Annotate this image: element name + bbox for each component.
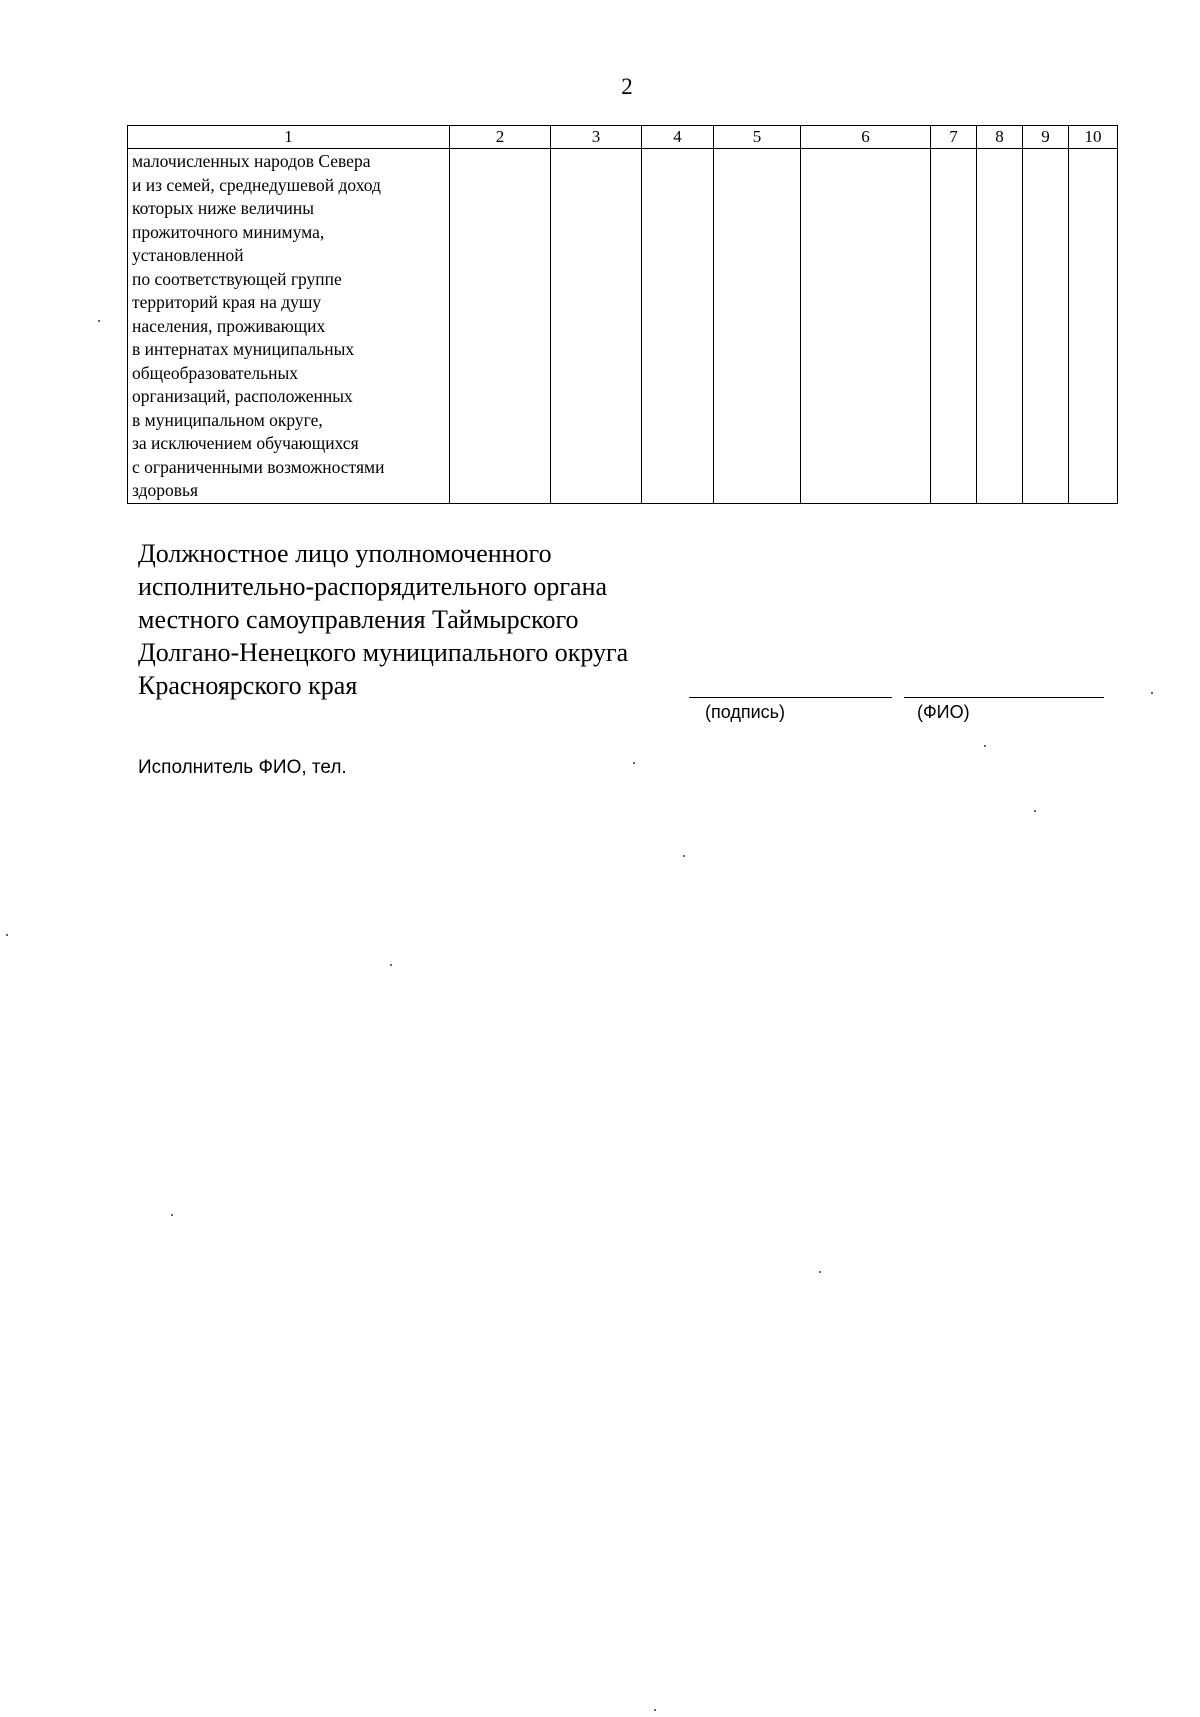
name-line: [904, 697, 1104, 698]
column-header: 4: [642, 126, 714, 149]
table-cell: [977, 149, 1023, 504]
scan-speck: [633, 762, 635, 764]
column-header: 2: [450, 126, 551, 149]
scan-speck: [171, 1214, 173, 1216]
scan-speck: [390, 964, 392, 966]
table-cell: [1023, 149, 1069, 504]
row-label: малочисленных народов Севера и из семей, среднедушевой доход которых ниже величины прожиточного минимума, установленной по соответствующей группе территорий края на душу населения, проживающих в интернатах муниципальных общеобразовательных организаций, расположенных в муниципальном округе, за исключением обучающихся с ограниченными возможностями здоровья: [132, 151, 385, 500]
column-header: 6: [801, 126, 931, 149]
page-number: 2: [621, 74, 633, 99]
column-header: 1: [128, 126, 450, 149]
name-label: (ФИО): [917, 702, 970, 722]
table-header-row: [128, 126, 1118, 149]
official-title: Должностное лицо уполномоченного исполнительно-распорядительного органа местного самоуправления Таймырского Долгано-Ненецкого муниципального округа Красноярского края: [138, 539, 629, 700]
column-header: 8: [977, 126, 1023, 149]
column-header: 10: [1069, 126, 1118, 149]
scan-speck: [1151, 692, 1153, 694]
scan-speck: [984, 745, 986, 747]
table-cell: [450, 149, 551, 504]
scan-speck: [683, 855, 685, 857]
table-cell: [1069, 149, 1118, 504]
column-header: 9: [1023, 126, 1069, 149]
row-label-cell: [128, 149, 450, 504]
scan-speck: [6, 934, 8, 936]
table-cell: [931, 149, 977, 504]
column-header: 3: [551, 126, 642, 149]
scan-speck: [1034, 810, 1036, 812]
table-cell: [551, 149, 642, 504]
signature-label: (подпись): [705, 702, 786, 722]
executor-line: Исполнитель ФИО, тел.: [138, 757, 347, 778]
scan-speck: [98, 320, 100, 322]
table-cell: [801, 149, 931, 504]
scan-speck: [654, 1709, 656, 1711]
form-table: [127, 125, 1118, 504]
signature-line: [689, 697, 892, 698]
column-header: 5: [714, 126, 801, 149]
scan-speck: [819, 1271, 821, 1273]
table-cell: [714, 149, 801, 504]
table-cell: [642, 149, 714, 504]
table-row: [128, 149, 1118, 504]
column-header: 7: [931, 126, 977, 149]
